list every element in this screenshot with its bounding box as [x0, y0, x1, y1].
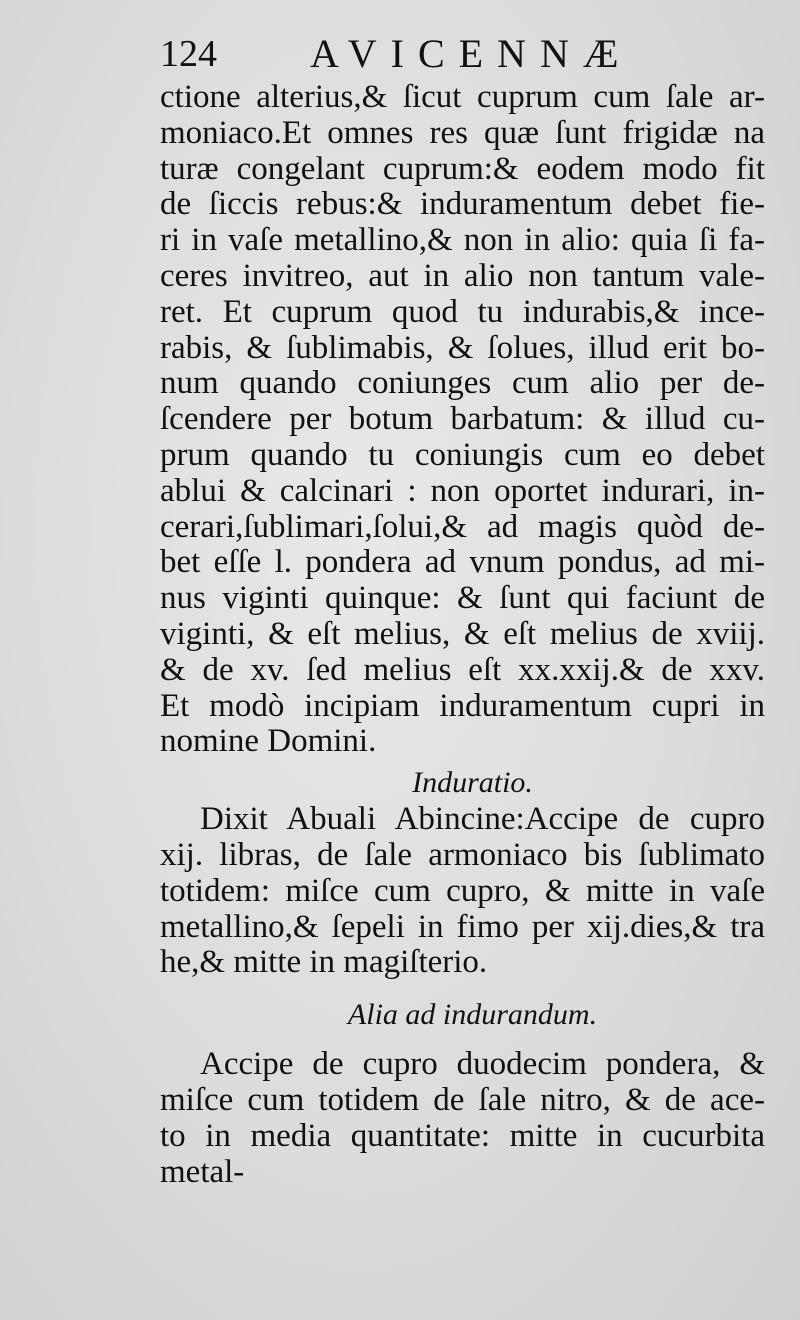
text-line: miſce cum totidem de ſale nitro, & de ace- [160, 1081, 765, 1118]
text-line: Et modò incipiam induramentum cupri in [160, 687, 765, 724]
section-heading: Induratio. [412, 766, 533, 800]
text-line: totidem: miſce cum cupro, & mitte in vaſe [160, 872, 765, 909]
text-line: moniaco.Et omnes res quæ ſunt frigidæ na [160, 114, 765, 151]
text-line: ceres invitreo, aut in alio non tantum vale- [160, 257, 765, 294]
paragraph-1 [160, 80, 765, 760]
catchword: metal- [160, 1153, 245, 1190]
text-line: prum quando tu coniungis cum eo debet [160, 436, 765, 473]
text-line: Accipe de cupro duodecim pondera, & [200, 1046, 765, 1083]
text-line: nus viginti quinque: & ſunt qui faciunt de [160, 580, 765, 617]
text-block [160, 80, 765, 1190]
text-line: turæ congelant cuprum:& eodem modo fit [160, 150, 765, 187]
page-header [160, 30, 760, 78]
text-line: viginti, & eſt melius, & eſt melius de xviij. [160, 615, 765, 652]
page-number: 124 [160, 33, 217, 75]
text-line: bet eſſe l. pondera ad vnum pondus, ad mi- [160, 544, 765, 581]
section-heading: Alia ad indurandum. [347, 998, 598, 1032]
text-line: rabis, & ſublimabis, & ſolues, illud erit bo- [160, 329, 765, 366]
text-line: ablui & calcinari : non oportet indurari, in- [160, 472, 765, 509]
text-line: xij. libras, de ſale armoniaco bis ſublimato [160, 836, 765, 873]
text-line: & de xv. ſed melius eſt xx.xxij.& de xxv. [160, 651, 765, 688]
text-line: cerari,ſublimari,ſolui,& ad magis quòd de- [160, 508, 765, 545]
running-head: AVICENNÆ [310, 31, 633, 76]
paragraph-3 [160, 1047, 765, 1190]
text-line: to in media quantitate: mitte in cucurbita [160, 1117, 765, 1154]
text-line: ſcendere per botum barbatum: & illud cu- [160, 401, 765, 438]
text-line: ret. Et cuprum quod tu indurabis,& ince- [160, 293, 765, 330]
text-line: num quando coniunges cum alio per de- [160, 365, 765, 402]
text-line: he,& mitte in magiſterio. [160, 944, 488, 981]
paragraph-2 [160, 802, 765, 981]
text-line: Dixit Abuali Abincine:Accipe de cupro [200, 801, 765, 838]
text-line: de ſiccis rebus:& induramentum debet fie- [160, 186, 765, 223]
text-line: metallino,& ſepeli in fimo per xij.dies,& tra [160, 908, 765, 945]
text-line: ri in vaſe metallino,& non in alio: quia ſi fa- [160, 222, 765, 259]
text-line: ctione alterius,& ſicut cuprum cum ſale ar- [160, 79, 765, 115]
text-line: nomine Domini. [160, 723, 377, 760]
